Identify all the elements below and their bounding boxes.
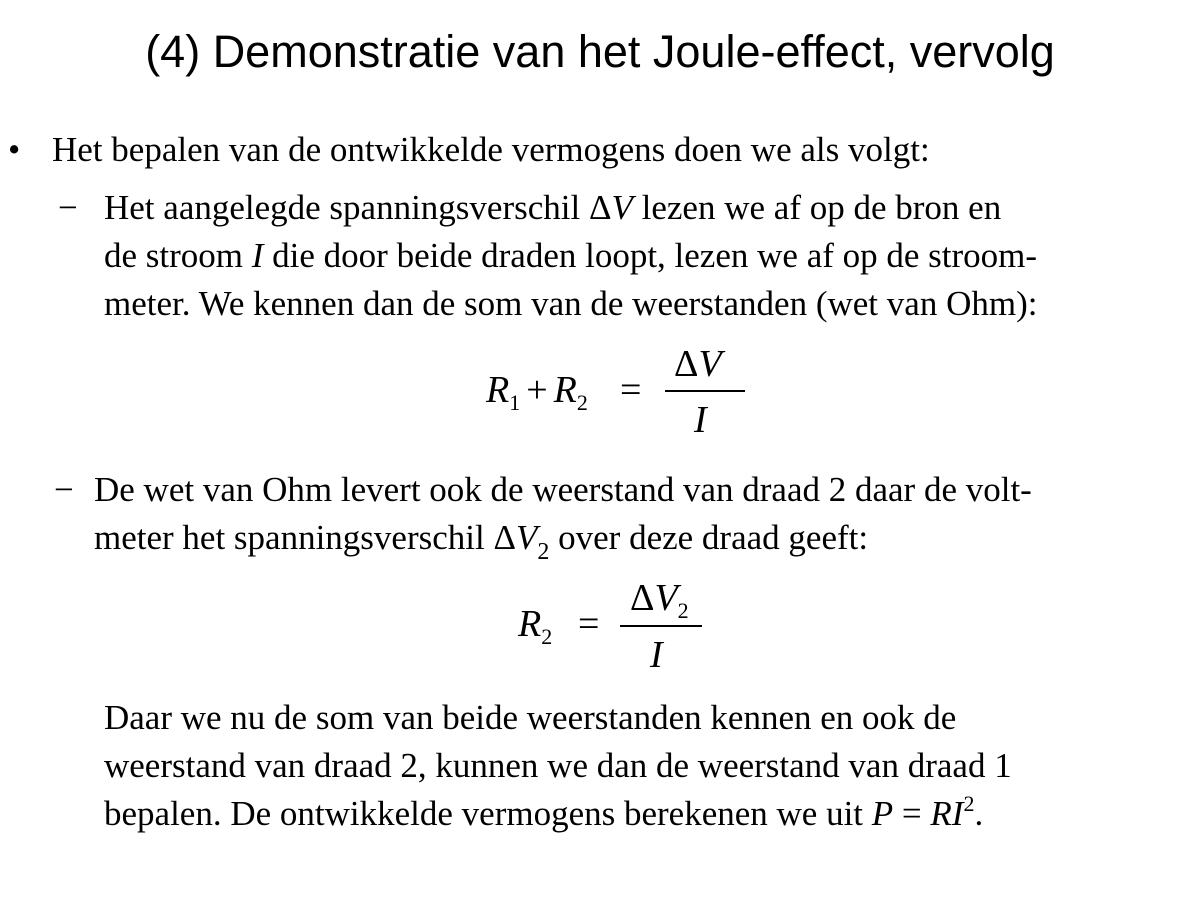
dash-marker-1: − [58,188,78,227]
eq2-numerator: $\Delta V_2$ [630,577,689,623]
eq1-left-side: $R_1 + R_2$ [486,369,588,415]
conclusion-line-3: bepalen. De ontwikkelde vermogens berekenen we uit $P = RI^2$. [104,791,984,833]
sub-point-2-line-2: meter het spanningsverschil $\Delta V_2$ over deze draad geeft: [94,518,869,565]
bullet-text: Het bepalen van de ontwikkelde vermogens doen we als volgt: [52,130,930,169]
eq1-equals: = [620,369,642,411]
slide-title: (4) Demonstratie van het Joule-effect, vervolg [145,26,1055,77]
eq1-denominator: I [694,399,707,441]
conclusion-line-1: Daar we nu de som van beide weerstanden kennen en ook de [104,698,957,737]
dash-marker-2: − [54,470,74,509]
eq1-fraction-bar [665,390,745,392]
sub-point-1-line-3: meter. We kennen dan de som van de weerstanden (wet van Ohm): [104,284,1038,323]
bullet-dot: • [8,130,21,169]
sub-point-1-line-2: de stroom I die door beide draden loopt, lezen we af op de stroom- [104,236,1038,275]
eq2-fraction-bar [620,625,702,627]
eq2-left-side: $R_2$ [518,603,553,649]
eq2-denominator: I [650,634,663,676]
eq2-equals: = [578,603,600,645]
eq1-numerator: ΔV [674,343,722,385]
sub-point-1-line-1: Het aangelegde spanningsverschil ΔV lezen we af op de bron en [104,188,1002,227]
sub-point-2-line-1: De wet van Ohm levert ook de weerstand van draad 2 daar de volt- [94,470,1032,509]
conclusion-line-2: weerstand van draad 2, kunnen we dan de weerstand van draad 1 [104,746,1012,785]
